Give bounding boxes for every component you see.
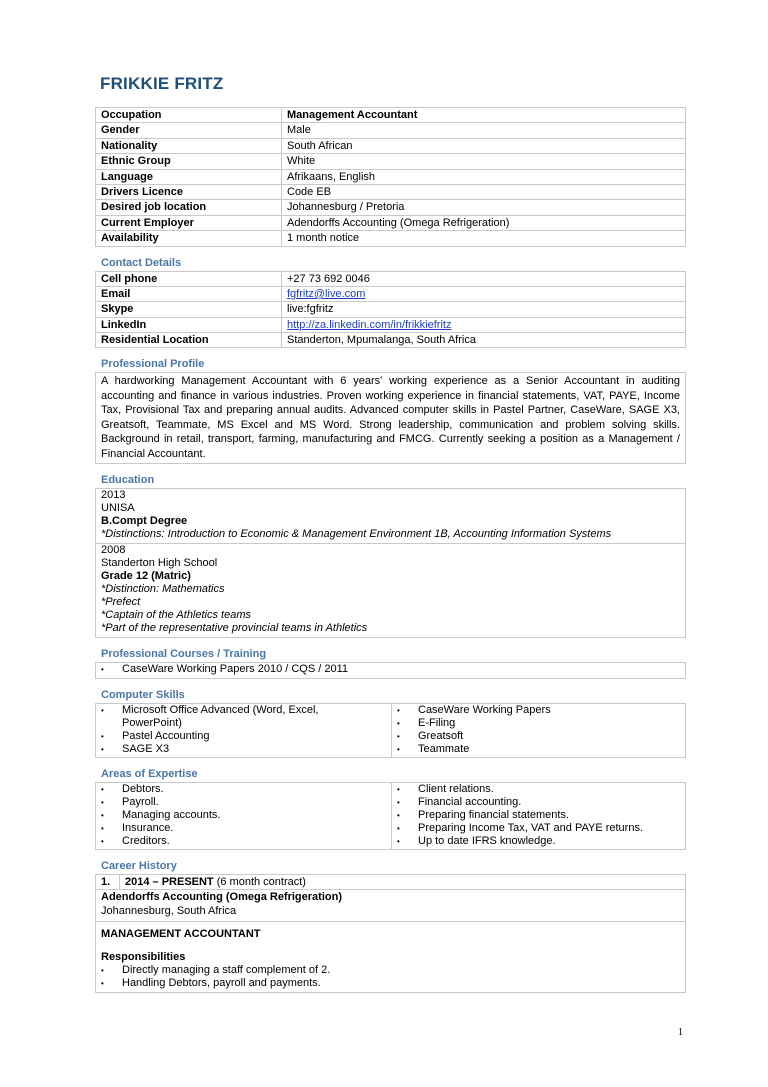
courses-table: [95, 662, 686, 678]
career-company: Adendorffs Accounting (Omega Refrigeration): [101, 891, 342, 904]
field-value: White: [282, 154, 686, 169]
education-year: 2008: [101, 544, 126, 557]
list-item: • CaseWare Working Papers: [397, 704, 680, 717]
list-item: • Preparing Income Tax, VAT and PAYE returns.: [397, 822, 680, 835]
expertise-section-title: Areas of Expertise: [101, 767, 198, 780]
career-number: 1.: [96, 874, 120, 889]
education-table: [95, 488, 686, 638]
list-item: • CaseWare Working Papers 2010 / CQS / 2011: [101, 663, 680, 676]
table-row: [96, 154, 686, 169]
field-value: Adendorffs Accounting (Omega Refrigeration): [282, 215, 686, 230]
field-label: Current Employer: [96, 215, 282, 230]
field-label: Ethnic Group: [96, 154, 282, 169]
career-period-note: (6 month contract): [213, 875, 306, 888]
list-item: • Preparing financial statements.: [397, 809, 680, 822]
page-number: 1: [678, 1027, 683, 1038]
email-link[interactable]: fgfritz@live.com: [287, 287, 366, 300]
field-label: Occupation: [96, 108, 282, 123]
list-item: • Debtors.: [101, 783, 386, 796]
field-label: Drivers Licence: [96, 184, 282, 199]
education-qualification: B.Compt Degree: [101, 515, 188, 528]
field-value: South African: [282, 138, 686, 153]
table-row: [96, 123, 686, 138]
list-item: • Financial accounting.: [397, 796, 680, 809]
education-school: Standerton High School: [101, 557, 218, 570]
expertise-table: [95, 782, 686, 850]
table-row: [96, 231, 686, 246]
expertise-right-column: [392, 782, 686, 849]
list-item: • Directly managing a staff complement of 2.: [101, 964, 680, 977]
table-row: [96, 215, 686, 230]
education-school: UNISA: [101, 502, 135, 515]
career-header-row: [96, 874, 686, 889]
education-year: 2013: [101, 489, 126, 502]
contact-details-table: [95, 271, 686, 349]
career-company-row: [96, 890, 686, 922]
skype-value: live:fgfritz: [282, 302, 686, 317]
list-item: • Microsoft Office Advanced (Word, Excel, PowerPoint): [101, 704, 386, 730]
field-value: Afrikaans, English: [282, 169, 686, 184]
career-location: Johannesburg, South Africa: [101, 905, 237, 918]
career-details-row: [96, 922, 686, 993]
computer-skills-table: [95, 703, 686, 758]
field-label: Availability: [96, 231, 282, 246]
education-note: *Part of the representative provincial teams in Athletics: [101, 622, 368, 635]
field-label: Nationality: [96, 138, 282, 153]
education-entry: [96, 489, 686, 544]
list-item: • Up to date IFRS knowledge.: [397, 835, 680, 848]
list-item: • Client relations.: [397, 783, 680, 796]
education-note: *Captain of the Athletics teams: [101, 609, 252, 622]
expertise-left-column: [96, 782, 392, 849]
field-label: Email: [96, 286, 282, 301]
field-value: Male: [282, 123, 686, 138]
field-value: Johannesburg / Pretoria: [282, 200, 686, 215]
field-label: Cell phone: [96, 271, 282, 286]
table-row: [96, 138, 686, 153]
location-value: Standerton, Mpumalanga, South Africa: [282, 333, 686, 348]
list-item: • SAGE X3: [101, 743, 386, 756]
field-value: Management Accountant: [282, 108, 686, 123]
list-item: • E-Filing: [397, 717, 680, 730]
list-item: • Greatsoft: [397, 730, 680, 743]
field-label: Language: [96, 169, 282, 184]
linkedin-link[interactable]: http://za.linkedin.com/in/frikkiefritz: [287, 318, 452, 331]
list-item: • Payroll.: [101, 796, 386, 809]
table-row: [96, 333, 686, 348]
table-row: [96, 271, 686, 286]
education-note: *Prefect: [101, 596, 141, 609]
table-row: [96, 286, 686, 301]
field-label: Residential Location: [96, 333, 282, 348]
skills-section-title: Computer Skills: [101, 688, 185, 701]
personal-details-table: [95, 107, 686, 247]
candidate-name: FRIKKIE FRITZ: [100, 74, 224, 93]
education-qualification: Grade 12 (Matric): [101, 570, 191, 583]
field-label: Gender: [96, 123, 282, 138]
education-entry: [96, 544, 686, 638]
list-item: • Handling Debtors, payroll and payments.: [101, 977, 680, 990]
field-value: Code EB: [282, 184, 686, 199]
list-item: • Pastel Accounting: [101, 730, 386, 743]
skills-left-column: [96, 703, 392, 757]
profile-table: [95, 372, 686, 464]
career-period: 2014 – PRESENT: [125, 875, 214, 888]
contact-section-title: Contact Details: [101, 256, 182, 269]
education-section-title: Education: [101, 474, 155, 487]
list-item: • Teammate: [397, 743, 680, 756]
career-table: [95, 874, 686, 994]
courses-section-title: Professional Courses / Training: [101, 648, 267, 661]
field-label: Desired job location: [96, 200, 282, 215]
responsibilities-heading: Responsibilities: [101, 951, 186, 964]
career-section-title: Career History: [101, 859, 177, 872]
table-row: [96, 302, 686, 317]
profile-text: A hardworking Management Accountant with 6 years' working experience as a Senior Accountant in auditing accounting and finance in various industries. Proven working experience in financial statements, VAT, PAYE, Income Tax, Provisional Tax and preparing annual audits. Advanced computer skills in Pastel Partner, CaseWare, SAGE X3, Greatsoft, Teammate, MS Excel and MS Word. Strong leadership, communication and problem solving skills. Background in retail, transport, farming, manufacturing and FMCG. Currently seeking a position as a Management / Financial Accountant.: [96, 373, 686, 464]
career-position: MANAGEMENT ACCOUNTANT: [101, 928, 261, 941]
table-row: [96, 108, 686, 123]
education-note: *Distinctions: Introduction to Economic & Management Environment 1B, Accounting Information Systems: [101, 528, 612, 541]
field-label: Skype: [96, 302, 282, 317]
skills-right-column: [392, 703, 686, 757]
resume-content: [95, 107, 686, 993]
field-label: LinkedIn: [96, 317, 282, 332]
table-row: [96, 317, 686, 332]
table-row: [96, 200, 686, 215]
table-row: [96, 184, 686, 199]
cell-phone-value: +27 73 692 0046: [282, 271, 686, 286]
field-value: 1 month notice: [282, 231, 686, 246]
list-item: • Insurance.: [101, 822, 386, 835]
profile-section-title: Professional Profile: [101, 358, 205, 371]
table-row: [96, 169, 686, 184]
list-item: • Managing accounts.: [101, 809, 386, 822]
education-note: *Distinction: Mathematics: [101, 583, 225, 596]
list-item: • Creditors.: [101, 835, 386, 848]
